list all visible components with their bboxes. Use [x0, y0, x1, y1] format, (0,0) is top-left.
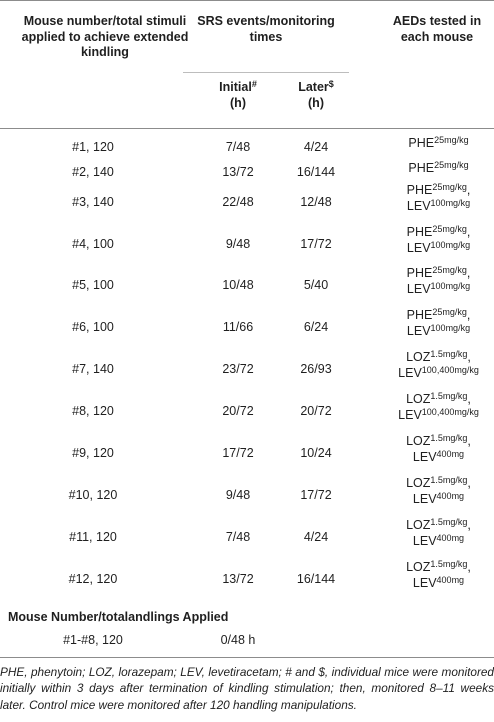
- cell-later: 4/24: [303, 140, 329, 154]
- aed-drug: LOZ: [406, 434, 431, 448]
- cell-initial: 22/48: [222, 195, 254, 209]
- table-header: [0, 14, 494, 128]
- control-mouse: #1-#8, 120: [63, 633, 123, 647]
- control-initial: 0/48 h: [220, 633, 256, 647]
- aed-drug: LOZ: [406, 476, 431, 490]
- aed-drug: PHE: [406, 308, 433, 322]
- aed-dose: 100mg/kg: [430, 239, 471, 250]
- cell-mouse: #9, 120: [72, 446, 114, 460]
- aed-drug: PHE: [408, 136, 435, 150]
- aed-drug: LOZ: [406, 518, 431, 532]
- aed-drug: LOZ: [406, 392, 431, 406]
- table-top-rule: [0, 0, 494, 1]
- cell-aeds: $LOZ^{1.5mg/kg}$, $LEV^{400mg}$: [406, 475, 471, 506]
- cell-aeds: $LOZ^{1.5mg/kg}$, $LEV^{100,400mg/kg}$: [398, 391, 479, 422]
- cell-initial: 9/48: [225, 237, 251, 251]
- aed-drug: LOZ: [406, 350, 431, 364]
- aed-dose: 1.5mg/kg: [430, 517, 468, 527]
- aed-dose: 100mg/kg: [430, 197, 471, 208]
- cell-later: 26/93: [300, 362, 332, 376]
- cell-initial: 11/66: [222, 320, 254, 334]
- cell-aeds: $PHE^{25mg/kg}$, $LEV^{100mg/kg}$: [406, 224, 471, 255]
- cell-aeds: $PHE^{25mg/kg}$, $LEV^{100mg/kg}$: [406, 307, 471, 338]
- cell-mouse: #10, 120: [68, 488, 118, 502]
- header-initial-unit: (h): [230, 95, 246, 110]
- aed-dose: 100mg/kg: [430, 280, 471, 291]
- cell-aeds: $PHE^{25mg/kg}$, $LEV^{100mg/kg}$: [406, 182, 471, 213]
- aed-drug: LEV: [412, 533, 437, 548]
- cell-mouse: #2, 140: [72, 165, 114, 179]
- header-srs-rule: [183, 72, 349, 73]
- aed-dose: 1.5mg/kg: [430, 391, 468, 401]
- cell-mouse: #6, 100: [72, 320, 114, 334]
- cell-initial: 9/48: [225, 488, 251, 502]
- cell-initial: 7/48: [225, 530, 251, 544]
- cell-mouse: #1, 120: [72, 140, 114, 154]
- cell-initial: 13/72: [222, 165, 254, 179]
- aed-dose: 100,400mg/kg: [421, 364, 479, 375]
- aed-dose: 25mg/kg: [432, 182, 467, 192]
- cell-mouse: #12, 120: [68, 572, 118, 586]
- aed-dose: 25mg/kg: [432, 307, 467, 317]
- aed-dose: 100,400mg/kg: [421, 406, 479, 417]
- aed-drug: LEV: [412, 449, 437, 464]
- aed-dose: 25mg/kg: [434, 135, 469, 145]
- header-later-label: Later: [298, 80, 329, 94]
- cell-initial: 13/72: [222, 572, 254, 586]
- header-initial: [183, 80, 293, 111]
- cell-mouse: #4, 100: [72, 237, 114, 251]
- aed-dose: 25mg/kg: [434, 160, 469, 170]
- cell-aeds: [385, 136, 492, 152]
- aed-drug: PHE: [406, 266, 433, 280]
- header-later: [283, 80, 349, 111]
- cell-initial: 10/48: [222, 278, 254, 292]
- cell-aeds: [385, 161, 492, 177]
- cell-later: 4/24: [303, 530, 329, 544]
- header-later-unit: (h): [308, 95, 324, 110]
- control-header: Mouse Number/totalandlings Applied: [8, 610, 229, 624]
- cell-initial: 20/72: [222, 404, 254, 418]
- aed-dose: 1.5mg/kg: [430, 559, 468, 569]
- aed-dose: 1.5mg/kg: [430, 433, 468, 443]
- aed-drug: PHE: [408, 161, 435, 175]
- cell-later: 12/48: [300, 195, 332, 209]
- cell-aeds: $LOZ^{1.5mg/kg}$, $LEV^{400mg}$: [406, 433, 471, 464]
- cell-aeds: $LOZ^{1.5mg/kg}$, $LEV^{400mg}$: [406, 517, 471, 548]
- aed-drug: LEV: [406, 281, 431, 296]
- aed-drug: LEV: [398, 365, 422, 380]
- header-srs-label: SRS events/monitoring times: [197, 14, 335, 44]
- cell-later: 5/40: [303, 278, 329, 292]
- aed-dose: 400mg: [436, 574, 465, 585]
- cell-later: 6/24: [303, 320, 329, 334]
- aed-dose: 400mg: [436, 532, 465, 543]
- aed-drug: LOZ: [406, 560, 431, 574]
- header-bottom-rule: [0, 128, 494, 129]
- cell-later: 16/144: [296, 165, 336, 179]
- cell-initial: 23/72: [222, 362, 254, 376]
- cell-later: 17/72: [300, 488, 332, 502]
- aed-dose: 100mg/kg: [430, 322, 471, 333]
- cell-mouse: #8, 120: [72, 404, 114, 418]
- header-initial-sup: #: [251, 79, 257, 89]
- cell-aeds: $PHE^{25mg/kg}$, $LEV^{100mg/kg}$: [406, 265, 471, 296]
- cell-aeds: $LOZ^{1.5mg/kg}$, $LEV^{100,400mg/kg}$: [398, 349, 479, 380]
- header-mouse: Mouse number/total stimuli applied to achieve extended kindling: [21, 14, 189, 60]
- cell-initial: 7/48: [225, 140, 251, 154]
- aed-dose: 1.5mg/kg: [430, 349, 468, 359]
- cell-later: 17/72: [300, 237, 332, 251]
- aed-drug: LEV: [406, 198, 431, 213]
- aed-drug: LEV: [412, 491, 437, 506]
- cell-later: 16/144: [296, 572, 336, 586]
- header-initial-label: Initial: [219, 80, 252, 94]
- header-aeds: AEDs tested in each mouse: [392, 14, 482, 44]
- aed-dose: 25mg/kg: [432, 265, 467, 275]
- aed-drug: LEV: [412, 575, 437, 590]
- cell-later: 10/24: [300, 446, 332, 460]
- cell-mouse: #5, 100: [72, 278, 114, 292]
- aed-drug: PHE: [406, 183, 433, 197]
- table-footnote: PHE, phenytoin; LOZ, lorazepam; LEV, levetiracetam; # and $, individual mice were monitored initially within 3 days after termination of kindling stimulation; then, monitored 8–11 weeks later. Control mice were monitored after 120 handling manipulations.: [0, 665, 494, 712]
- cell-later: 20/72: [300, 404, 332, 418]
- header-srs: [183, 14, 349, 45]
- cell-aeds: $LOZ^{1.5mg/kg}$, $LEV^{400mg}$: [406, 559, 471, 590]
- cell-mouse: #11, 120: [69, 530, 117, 544]
- aed-dose: 400mg: [436, 448, 465, 459]
- aed-drug: LEV: [406, 323, 431, 338]
- aed-drug: LEV: [406, 240, 431, 255]
- cell-mouse: #3, 140: [72, 195, 114, 209]
- aed-dose: 400mg: [436, 490, 465, 501]
- aed-drug: LEV: [398, 407, 422, 422]
- aed-dose: 1.5mg/kg: [430, 475, 468, 485]
- cell-mouse: #7, 140: [72, 362, 114, 376]
- aed-dose: 25mg/kg: [432, 224, 467, 234]
- table-bottom-rule: [0, 657, 494, 658]
- header-later-sup: $: [328, 79, 334, 89]
- cell-initial: 17/72: [222, 446, 254, 460]
- aed-drug: PHE: [406, 225, 433, 239]
